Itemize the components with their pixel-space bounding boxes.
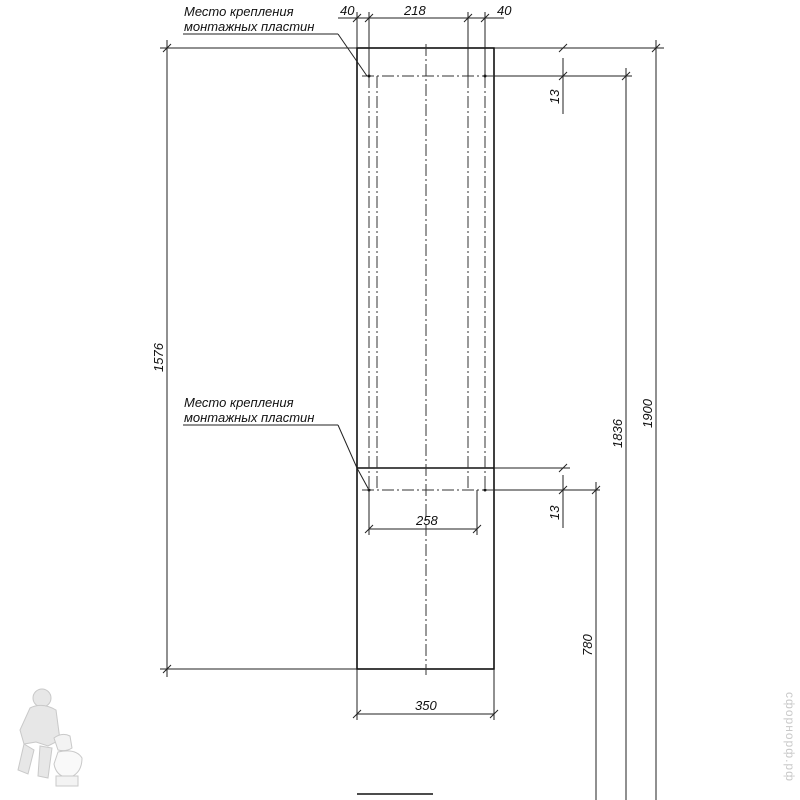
watermark-site: сфорнорф.рф (783, 692, 797, 782)
left-height-dimension (160, 40, 357, 677)
note-top-line1: Место крепления (184, 4, 294, 19)
dim-top-left: 40 (340, 3, 355, 18)
dim-total-height: 1900 (640, 399, 655, 428)
gap-dimensions (494, 44, 600, 528)
mounting-rails (369, 76, 485, 490)
note-mid-line2: монтажных пластин (184, 410, 315, 425)
dim-top-gap: 13 (547, 89, 562, 104)
note-top-line2: монтажных пластин (184, 19, 315, 34)
dim-width: 350 (415, 698, 437, 713)
plumber-mascot-logo (18, 689, 82, 786)
mounting-plate-lines (362, 75, 500, 492)
note-mid-line1: Место крепления (184, 395, 294, 410)
dim-lower-height: 780 (580, 634, 595, 656)
dim-top-middle: 218 (404, 3, 426, 18)
dim-mid-gap: 13 (547, 505, 562, 520)
top-dimensions (338, 12, 504, 76)
dim-left-height: 1576 (151, 343, 166, 372)
dim-plate-spacing: 258 (416, 513, 438, 528)
dim-height-1836: 1836 (610, 419, 625, 448)
dim-top-right: 40 (497, 3, 512, 18)
